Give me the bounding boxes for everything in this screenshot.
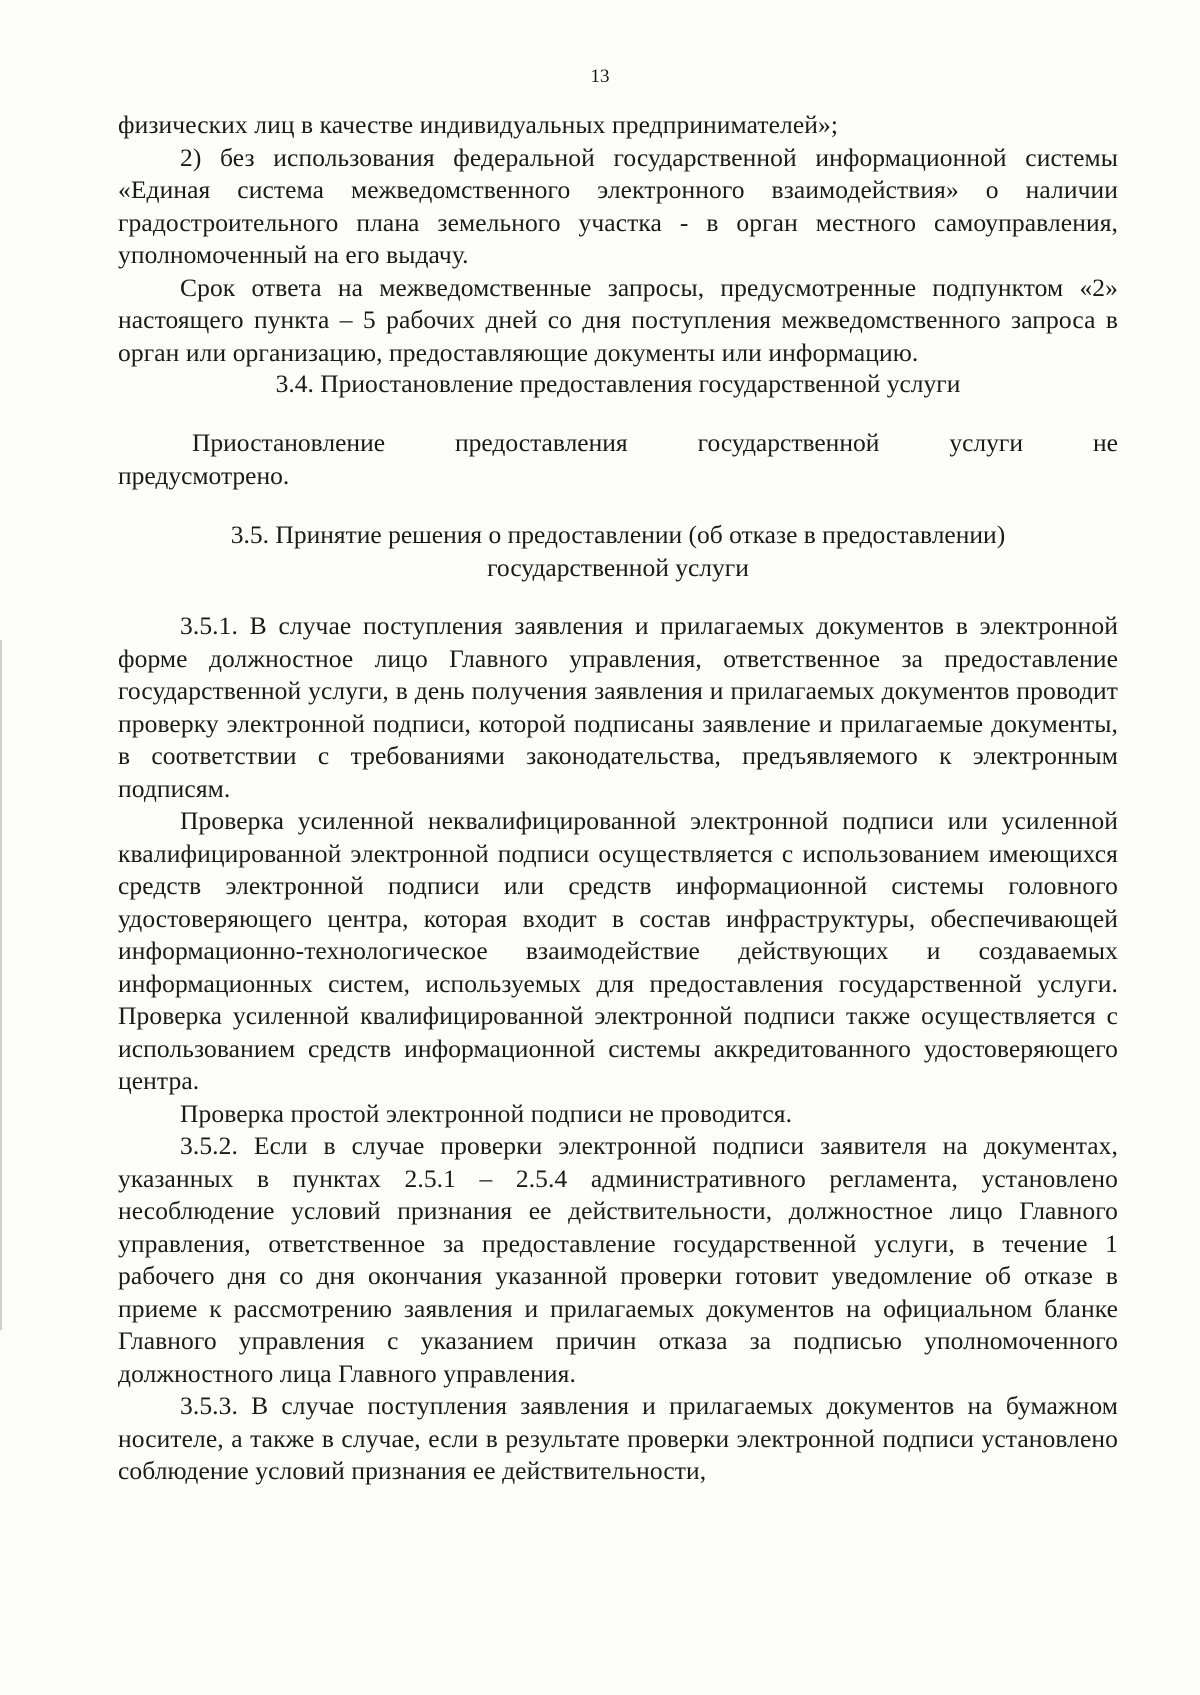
paragraph-3-5-3: 3.5.3. В случае поступления заявления и прилагаемых документов на бумажном носителе, а также в случае, если в результате проверки электронной подписи установлено соблюдение условий признания ее действительности, [118, 1391, 1118, 1485]
paragraph-simple-signature: Проверка простой электронной подписи не проводится. [180, 1098, 793, 1128]
paragraph-item-2: 2) без использования федеральной государственной информационной системы «Единая система межведомственного электронного взаимодействия» о наличии градостроительного плана земельного участка - в орган местного самоуправления, уполномоченный на его выдачу. [118, 142, 1118, 269]
paragraph-response-time: Срок ответа на межведомственные запросы, предусмотренные подпунктом «2» настоящего пункта – 5 рабочих дней со дня поступления межведомственного запроса в орган или организацию, предоставляющие документы или информацию. [118, 272, 1118, 367]
spread-line [118, 426, 1118, 459]
word: Приостановление [192, 428, 386, 457]
scan-edge-line [0, 640, 2, 1330]
section-3-4-paragraph [118, 426, 1118, 492]
paragraph-continuation: физических лиц в качестве индивидуальных предпринимателей»; [118, 110, 839, 139]
heading-line-2: государственной услуги [487, 553, 749, 582]
paragraph-signature-check: Проверка усиленной неквалифицированной электронной подписи или усиленной квалифицированной электронной подписи осуществляется с использованием имеющихся средств электронной подписи или средств информационной системы головного удостоверяющего центра, которая входит в состав инфраструктуры, обеспечивающей информационно-технологическое взаимодействие действующих и создаваемых информационных систем, используемых для предоставления государственной услуги. Проверка усиленной квалифицированной электронной подписи также осуществляется с использованием средств информационной системы аккредитованного удостоверяющего центра. [118, 806, 1118, 1095]
section-heading-3-4: 3.4. Приостановление предоставления государственной услуги [275, 369, 961, 398]
paragraph-line-2: предусмотрено. [118, 461, 290, 490]
heading-line-1: 3.5. Принятие решения о предоставлении (об отказе в предоставлении) [230, 520, 1006, 549]
page-number: 13 [590, 66, 610, 87]
top-text-block [118, 109, 1118, 369]
section-heading-3-5 [118, 518, 1118, 584]
paragraph-3-5-2: 3.5.2. Если в случае проверки электронной подписи заявителя на документах, указанных в пунктах 2.5.1 – 2.5.4 административного регламента, установлено несоблюдение условий признания ее действительности, должностное лицо Главного управления, ответственное за предоставление государственной услуги, в течение 1 рабочего дня со дня окончания указанной проверки готовит уведомление об отказе в приеме к рассмотрению заявления и прилагаемых документов на официальном бланке Главного управления с указанием причин отказа за подписью уполномоченного должностного лица Главного управления. [118, 1131, 1118, 1388]
paragraph-3-5-1: 3.5.1. В случае поступления заявления и прилагаемых документов в электронной форме должностное лицо Главного управления, ответственное за предоставление государственной услуги, в день получения заявления и прилагаемых документов проводит проверку электронной подписи, которой подписаны заявление и прилагаемые документы, в соответствии с требованиями законодательства, предъявляемого к электронным подписям. [118, 611, 1118, 803]
word: предоставления [455, 428, 628, 457]
word: услуги [949, 428, 1024, 457]
word: государственной [697, 428, 880, 457]
section-3-5-body [118, 610, 1118, 1488]
word: не [1093, 428, 1118, 457]
